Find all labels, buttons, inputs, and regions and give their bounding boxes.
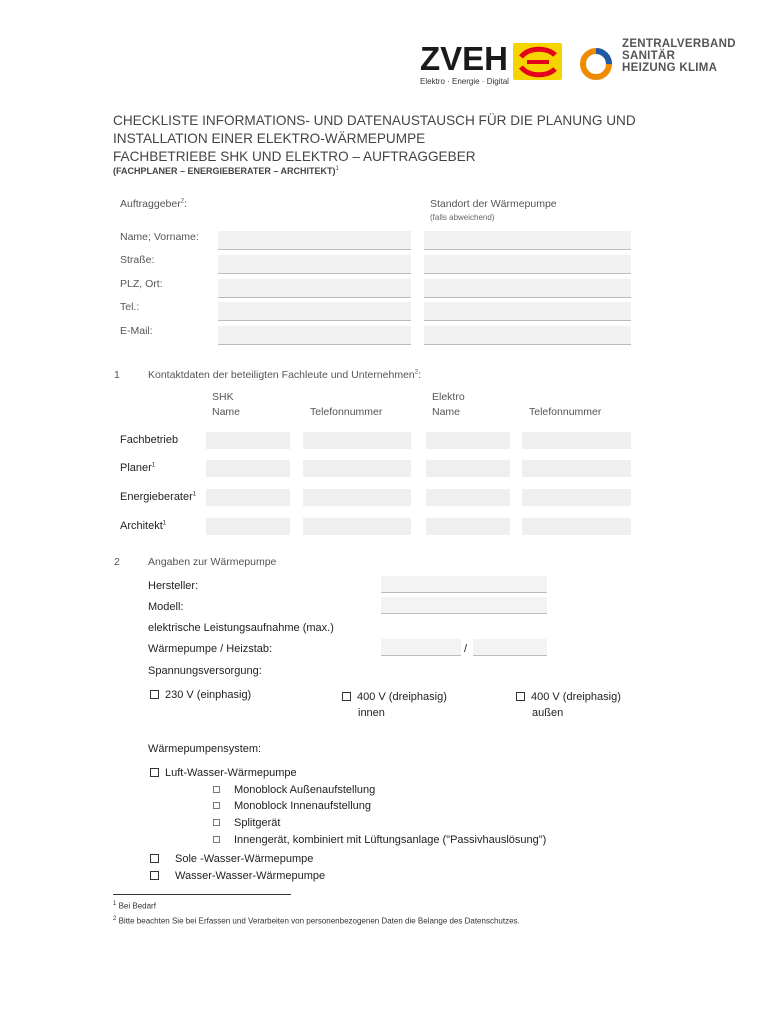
option-monoblock-aussen[interactable] <box>213 784 375 796</box>
fachbetrieb-shk-tel[interactable] <box>303 432 411 449</box>
zveh-logo-mark-icon <box>513 43 562 80</box>
row-planer-footnote-ref: 1 <box>151 462 156 469</box>
zveh-logo-text: ZVEH <box>420 40 509 77</box>
spannung-label: Spannungsversorgung: <box>148 665 262 677</box>
section-1-number: 1 <box>114 369 120 381</box>
option-sole-wasser-label: Sole -Wasser-Wärmepumpe <box>175 853 314 865</box>
option-splitgeraet-label: Splitgerät <box>234 817 281 829</box>
section-1-footnote-ref: 2 <box>414 369 419 376</box>
checkbox-400v-innen[interactable] <box>342 692 351 701</box>
standort-plz-field[interactable] <box>424 279 631 298</box>
row-planer-text: Planer <box>120 462 152 474</box>
modell-label: Modell: <box>148 601 184 613</box>
subtitle-text: (FACHPLANER – ENERGIEBERATER – ARCHITEKT) <box>113 166 336 176</box>
row-architekt-footnote-ref: 1 <box>162 520 167 527</box>
architekt-shk-tel[interactable] <box>303 518 411 535</box>
option-luft-wasser-label: Luft-Wasser-Wärmepumpe <box>165 767 297 779</box>
col-shk-name: Name <box>212 406 241 418</box>
system-label: Wärmepumpensystem: <box>148 743 262 755</box>
footnote-2-text: Bitte beachten Sie bei Erfassen und Verarbeiten von personenbezogenen Daten die Belange des Datenschutzes. <box>118 916 520 926</box>
document-title <box>113 112 636 166</box>
option-400v-aussen[interactable] <box>516 689 621 721</box>
section-2-number: 2 <box>114 556 120 568</box>
section-1-title-text: Kontaktdaten der beteiligten Fachleute und Unternehmen <box>148 369 415 381</box>
auftraggeber-text: Auftraggeber <box>120 198 181 210</box>
zvsh-line1: ZENTRALVERBAND <box>622 38 736 50</box>
checkbox-monoblock-innen[interactable] <box>213 802 220 809</box>
row-fachbetrieb: Fachbetrieb <box>120 434 179 446</box>
option-sole-wasser[interactable] <box>150 853 313 865</box>
modell-field[interactable] <box>381 597 547 614</box>
auftraggeber-tel-field[interactable] <box>218 302 411 321</box>
option-400v-innen[interactable] <box>342 689 447 721</box>
option-400v-innen-sub: innen <box>358 707 385 719</box>
option-monoblock-aussen-label: Monoblock Außenaufstellung <box>234 784 376 796</box>
title-line-2: INSTALLATION EINER ELEKTRO-WÄRMEPUMPE <box>113 131 426 146</box>
checkbox-wasser-wasser[interactable] <box>150 871 159 880</box>
row-energieberater-footnote-ref: 1 <box>192 491 197 498</box>
col-shk-telefon: Telefonnummer <box>310 406 383 418</box>
zveh-logo-subtitle: Elektro · Energie · Digital <box>420 77 509 86</box>
footnote-1-number: 1 <box>113 901 117 907</box>
col-elektro-telefon: Telefonnummer <box>529 406 602 418</box>
checkbox-innengeraet[interactable] <box>213 836 220 843</box>
energieberater-shk-tel[interactable] <box>303 489 411 506</box>
checkbox-230v[interactable] <box>150 690 159 699</box>
auftraggeber-footnote-ref: 2 <box>180 198 185 205</box>
col-elektro: Elektro <box>432 391 465 403</box>
option-monoblock-innen[interactable] <box>213 800 371 812</box>
standort-note: (falls abweichend) <box>430 213 495 222</box>
row-planer <box>120 462 155 474</box>
fachbetrieb-elektro-name[interactable] <box>426 432 510 449</box>
zveh-logo <box>420 42 509 86</box>
row-architekt-text: Architekt <box>120 520 163 532</box>
option-400v-aussen-label: 400 V (dreiphasig) <box>531 691 621 703</box>
wp-leistung-field[interactable] <box>381 639 461 656</box>
field-label-name: Name; Vorname: <box>120 231 199 243</box>
title-line-3: FACHBETRIEBE SHK UND ELEKTRO – AUFTRAGGEBER <box>113 149 476 164</box>
standort-email-field[interactable] <box>424 326 631 345</box>
standort-name-field[interactable] <box>424 231 631 250</box>
section-2-title: Angaben zur Wärmepumpe <box>148 556 277 568</box>
option-innengeraet[interactable] <box>213 834 546 846</box>
footnote-1 <box>113 901 156 911</box>
planer-shk-tel[interactable] <box>303 460 411 477</box>
row-energieberater <box>120 491 196 503</box>
option-230v-label: 230 V (einphasig) <box>165 689 252 701</box>
checkbox-400v-aussen[interactable] <box>516 692 525 701</box>
heizstab-leistung-field[interactable] <box>473 639 547 656</box>
footnote-divider <box>113 894 291 895</box>
field-label-tel: Tel.: <box>120 301 140 313</box>
planer-shk-name[interactable] <box>206 460 290 477</box>
energieberater-elektro-name[interactable] <box>426 489 510 506</box>
auftraggeber-plz-field[interactable] <box>218 279 411 298</box>
architekt-shk-name[interactable] <box>206 518 290 535</box>
col-elektro-name: Name <box>432 406 461 418</box>
option-innengeraet-label: Innengerät, kombiniert mit Lüftungsanlage ("Passivhauslösung") <box>234 834 547 846</box>
checkbox-splitgeraet[interactable] <box>213 819 220 826</box>
energieberater-elektro-tel[interactable] <box>522 489 631 506</box>
auftraggeber-name-field[interactable] <box>218 231 411 250</box>
subtitle-footnote-ref: 1 <box>335 166 339 172</box>
option-230v[interactable] <box>150 689 251 701</box>
standort-strasse-field[interactable] <box>424 255 631 274</box>
wp-heizstab-label: Wärmepumpe / Heizstab: <box>148 643 273 655</box>
fachbetrieb-elektro-tel[interactable] <box>522 432 631 449</box>
row-architekt <box>120 520 166 532</box>
option-monoblock-innen-label: Monoblock Innenaufstellung <box>234 800 371 812</box>
field-label-plz: PLZ, Ort: <box>120 278 163 290</box>
auftraggeber-label: Auftraggeber$^2$: <box>120 198 187 210</box>
energieberater-shk-name[interactable] <box>206 489 290 506</box>
zvsh-logo-ring-icon <box>579 47 613 81</box>
architekt-elektro-tel[interactable] <box>522 518 631 535</box>
hersteller-field[interactable] <box>381 576 547 593</box>
checkbox-sole-wasser[interactable] <box>150 854 159 863</box>
checkbox-monoblock-aussen[interactable] <box>213 786 220 793</box>
standort-label: Standort der Wärmepumpe <box>430 198 557 210</box>
planer-elektro-name[interactable] <box>426 460 510 477</box>
row-energieberater-text: Energieberater <box>120 491 193 503</box>
fachbetrieb-shk-name[interactable] <box>206 432 290 449</box>
document-subtitle <box>113 166 339 176</box>
footnote-2 <box>113 916 520 926</box>
zvsh-line3: HEIZUNG KLIMA <box>622 62 718 74</box>
option-luft-wasser[interactable] <box>150 767 297 779</box>
zvsh-logo-text <box>622 38 736 74</box>
checkbox-luft-wasser[interactable] <box>150 768 159 777</box>
planer-elektro-tel[interactable] <box>522 460 631 477</box>
option-splitgeraet[interactable] <box>213 817 280 829</box>
option-wasser-wasser-label: Wasser-Wasser-Wärmepumpe <box>175 870 326 882</box>
field-label-email: E-Mail: <box>120 325 153 337</box>
section-1-title: Kontaktdaten der beteiligten Fachleute und Unternehmen$^2$: <box>148 369 422 381</box>
architekt-elektro-name[interactable] <box>426 518 510 535</box>
option-wasser-wasser[interactable] <box>150 870 325 882</box>
auftraggeber-strasse-field[interactable] <box>218 255 411 274</box>
footnote-2-number: 2 <box>113 916 117 922</box>
option-400v-aussen-sub: außen <box>532 707 564 719</box>
slash-separator: / <box>464 643 468 655</box>
leistung-label: elektrische Leistungsaufnahme (max.) <box>148 622 334 634</box>
col-shk: SHK <box>212 391 234 403</box>
footnote-1-text: Bei Bedarf <box>118 901 156 911</box>
title-line-1: CHECKLISTE INFORMATIONS- UND DATENAUSTAUSCH FÜR DIE PLANUNG UND <box>113 113 636 128</box>
standort-tel-field[interactable] <box>424 302 631 321</box>
auftraggeber-email-field[interactable] <box>218 326 411 345</box>
option-400v-innen-label: 400 V (dreiphasig) <box>357 691 447 703</box>
zvsh-line2: SANITÄR <box>622 50 676 62</box>
hersteller-label: Hersteller: <box>148 580 199 592</box>
field-label-strasse: Straße: <box>120 254 155 266</box>
